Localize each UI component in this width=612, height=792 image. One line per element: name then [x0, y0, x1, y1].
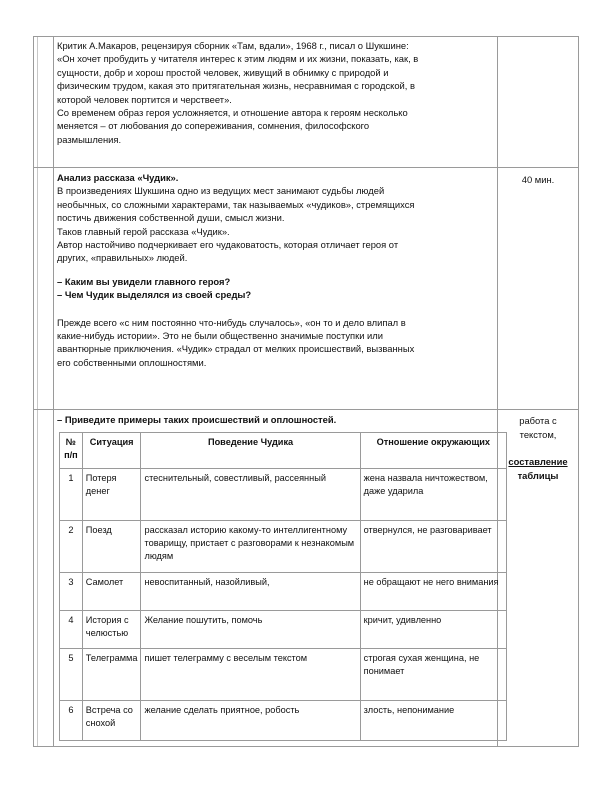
- row-divider-2: [33, 409, 579, 410]
- cell-situation: Телеграмма: [82, 649, 141, 701]
- activity-note-line: работа с: [519, 415, 557, 426]
- cell-attitude: жена назвала ничтожеством, даже ударила: [360, 469, 506, 521]
- text-line: авантюрные приключения. «Чудик» страдал от мелких происшествий, вызванных: [57, 343, 415, 355]
- text-line: меняется – от любования до сопереживания, сомнения, философского: [57, 120, 370, 132]
- task-prompt: – Приведите примеры таких происшествий и оплошностей.: [57, 414, 337, 425]
- column-divider-left: [53, 36, 54, 747]
- activity-note-line: таблицы: [517, 470, 559, 481]
- cell-number: 5: [60, 649, 83, 701]
- table-row: [60, 469, 507, 521]
- lesson-plan-page: [33, 36, 579, 747]
- text-line: Со временем образ героя усложняется, и отношение автора к героям несколько: [57, 107, 408, 119]
- cell-situation: Поезд: [82, 521, 141, 573]
- question-2: – Чем Чудик выделялся из своей среды?: [57, 289, 252, 301]
- text-line: размышления.: [57, 133, 122, 145]
- text-line: необычных, со сложными характерами, так называемых «чудиков», стремящихся: [57, 198, 415, 210]
- table-row: [60, 701, 507, 741]
- text-line: Прежде всего «с ним постоянно что-нибудь случалось», «он то и дело влипал в: [57, 316, 406, 328]
- table-row: [60, 611, 507, 649]
- table-header-row: [60, 433, 507, 469]
- text-line: его собственными оплошностями.: [57, 356, 207, 368]
- cell-number: 1: [60, 469, 83, 521]
- text-line: В произведениях Шукшина одно из ведущих мест занимают судьбы людей: [57, 185, 385, 197]
- text-line: Автор настойчиво подчеркивает его чудаковатость, которая отличает героя от: [57, 239, 399, 251]
- cell-behavior: желание сделать приятное, робость: [141, 701, 360, 741]
- text-line: которой человек портится и черствеет».: [57, 93, 232, 105]
- cell-number: 3: [60, 573, 83, 611]
- cell-behavior: Желание пошутить, помочь: [141, 611, 360, 649]
- cell-behavior: стеснительный, совестливый, рассеянный: [141, 469, 360, 521]
- cell-number: 6: [60, 701, 83, 741]
- table-row: [60, 521, 507, 573]
- cell-behavior: рассказал историю какому-то интеллигентному товарищу, пристает с разговорами к незнакомым людям: [141, 521, 360, 573]
- text-line: Таков главный герой рассказа «Чудик».: [57, 225, 230, 237]
- text-line: сущности, добр и хорош простой человек, живущий в обнимку с природой и: [57, 66, 389, 78]
- cell-attitude: строгая сухая женщина, не понимает: [360, 649, 506, 701]
- question-1: – Каким вы увидели главного героя?: [57, 275, 231, 287]
- activity-note-line: составление: [508, 456, 568, 467]
- cell-number: 2: [60, 521, 83, 573]
- cell-attitude: отвернулся, не разговаривает: [360, 521, 506, 573]
- cell-situation: Встреча со снохой: [82, 701, 141, 741]
- header-behavior: Поведение Чудика: [141, 433, 360, 469]
- duration-label: 40 мин.: [521, 174, 555, 185]
- spacer: [57, 265, 497, 275]
- header-situation: Ситуация: [82, 433, 141, 469]
- text-line: физическим трудом, какая это притягательная жизнь, несравнимая с городской, в: [57, 80, 415, 92]
- header-number: № п/п: [60, 433, 83, 469]
- text-line: других, «правильных» людей.: [57, 252, 188, 264]
- cell-situation: Потеря денег: [82, 469, 141, 521]
- cell-attitude: злость, непонимание: [360, 701, 506, 741]
- spacer: [499, 442, 577, 455]
- activity-note-line: текстом,: [519, 429, 557, 440]
- cell-situation: Самолет: [82, 573, 141, 611]
- cell-behavior: пишет телеграмму с веселым текстом: [141, 649, 360, 701]
- cell-situation: История с челюстью: [82, 611, 141, 649]
- row-divider-1: [33, 167, 579, 168]
- text-line: какие-нибудь истории». Это не были общественно значимые поступки или: [57, 330, 383, 342]
- text-line: «Он хочет пробудить у читателя интерес к этим людям и их жизни, показать, как, в: [57, 53, 419, 65]
- table-row: [60, 573, 507, 611]
- spacer: [57, 302, 497, 316]
- header-attitude: Отношение окружающих: [360, 433, 506, 469]
- cell-behavior: невоспитанный, назойливый,: [141, 573, 360, 611]
- section-heading: Анализ рассказа «Чудик».: [57, 172, 179, 183]
- activity-note: [499, 414, 577, 483]
- table-row: [60, 649, 507, 701]
- text-line: постичь движения собственной души, смысл жизни.: [57, 212, 285, 224]
- critic-quote-block: [57, 39, 497, 146]
- cell-attitude: не обращают не него внимания: [360, 573, 506, 611]
- text-line: Критик А.Макаров, рецензируя сборник «Там, вдали», 1968 г., писал о Шукшине:: [57, 40, 409, 51]
- cell-number: 4: [60, 611, 83, 649]
- story-analysis-block: [57, 171, 497, 369]
- situations-table: [59, 432, 507, 741]
- cell-attitude: кричит, удивленно: [360, 611, 506, 649]
